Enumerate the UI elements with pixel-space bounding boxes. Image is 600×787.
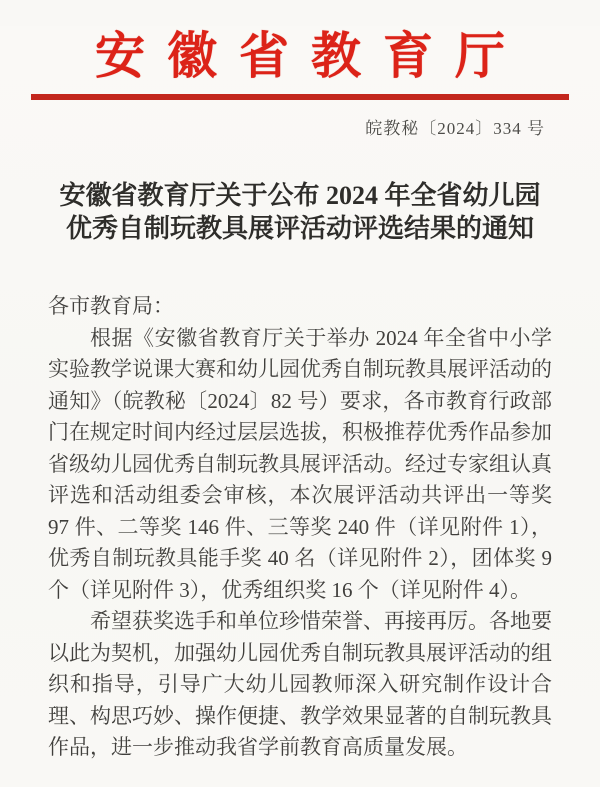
- document-title: [0, 179, 600, 245]
- document-title-line-1: 安徽省教育厅关于公布 2024 年全省幼儿园: [59, 181, 541, 210]
- document-body: [48, 291, 552, 764]
- document-title-line-2: 优秀自制玩教具展评活动评选结果的通知: [65, 214, 534, 243]
- red-double-rule: [31, 94, 569, 100]
- document-page: [0, 26, 600, 787]
- body-paragraph-2: 希望获奖选手和单位珍惜荣誉、再接再厉。各地要以此为契机，加强幼儿园优秀自制玩教具展评活动的组织和指导，引导广大幼儿园教师深入研究制作设计合理、构思巧妙、操作便捷、教学效果显著的自制玩教具作品，进一步推动我省学前教育高质量发展。: [48, 609, 552, 759]
- letterhead-org-name: 安徽省教育厅: [95, 28, 527, 84]
- doc-number: 皖教秘〔2024〕334 号: [365, 119, 545, 138]
- salutation: 各市教育局：: [48, 294, 174, 318]
- body-paragraph-1: 根据《安徽省教育厅关于举办 2024 年全省中小学实验教学说课大赛和幼儿园优秀自制玩教具展评活动的通知》（皖教秘〔2024〕82 号）要求，各市教育行政部门在规定时间内经过层层选拔，积极推荐优秀作品参加省级幼儿园优秀自制玩教具展评活动。经过专家组认真评选和活动组委会审核，本次展评活动共评出一等奖 97 件、二等奖 146 件、三等奖 240 件（详见附件 1），优秀自制玩教具能手奖 40 名（详见附件 2），团体奖 9 个（详见附件 3），优秀组织奖 16 个（详见附件 4）。: [48, 325, 552, 602]
